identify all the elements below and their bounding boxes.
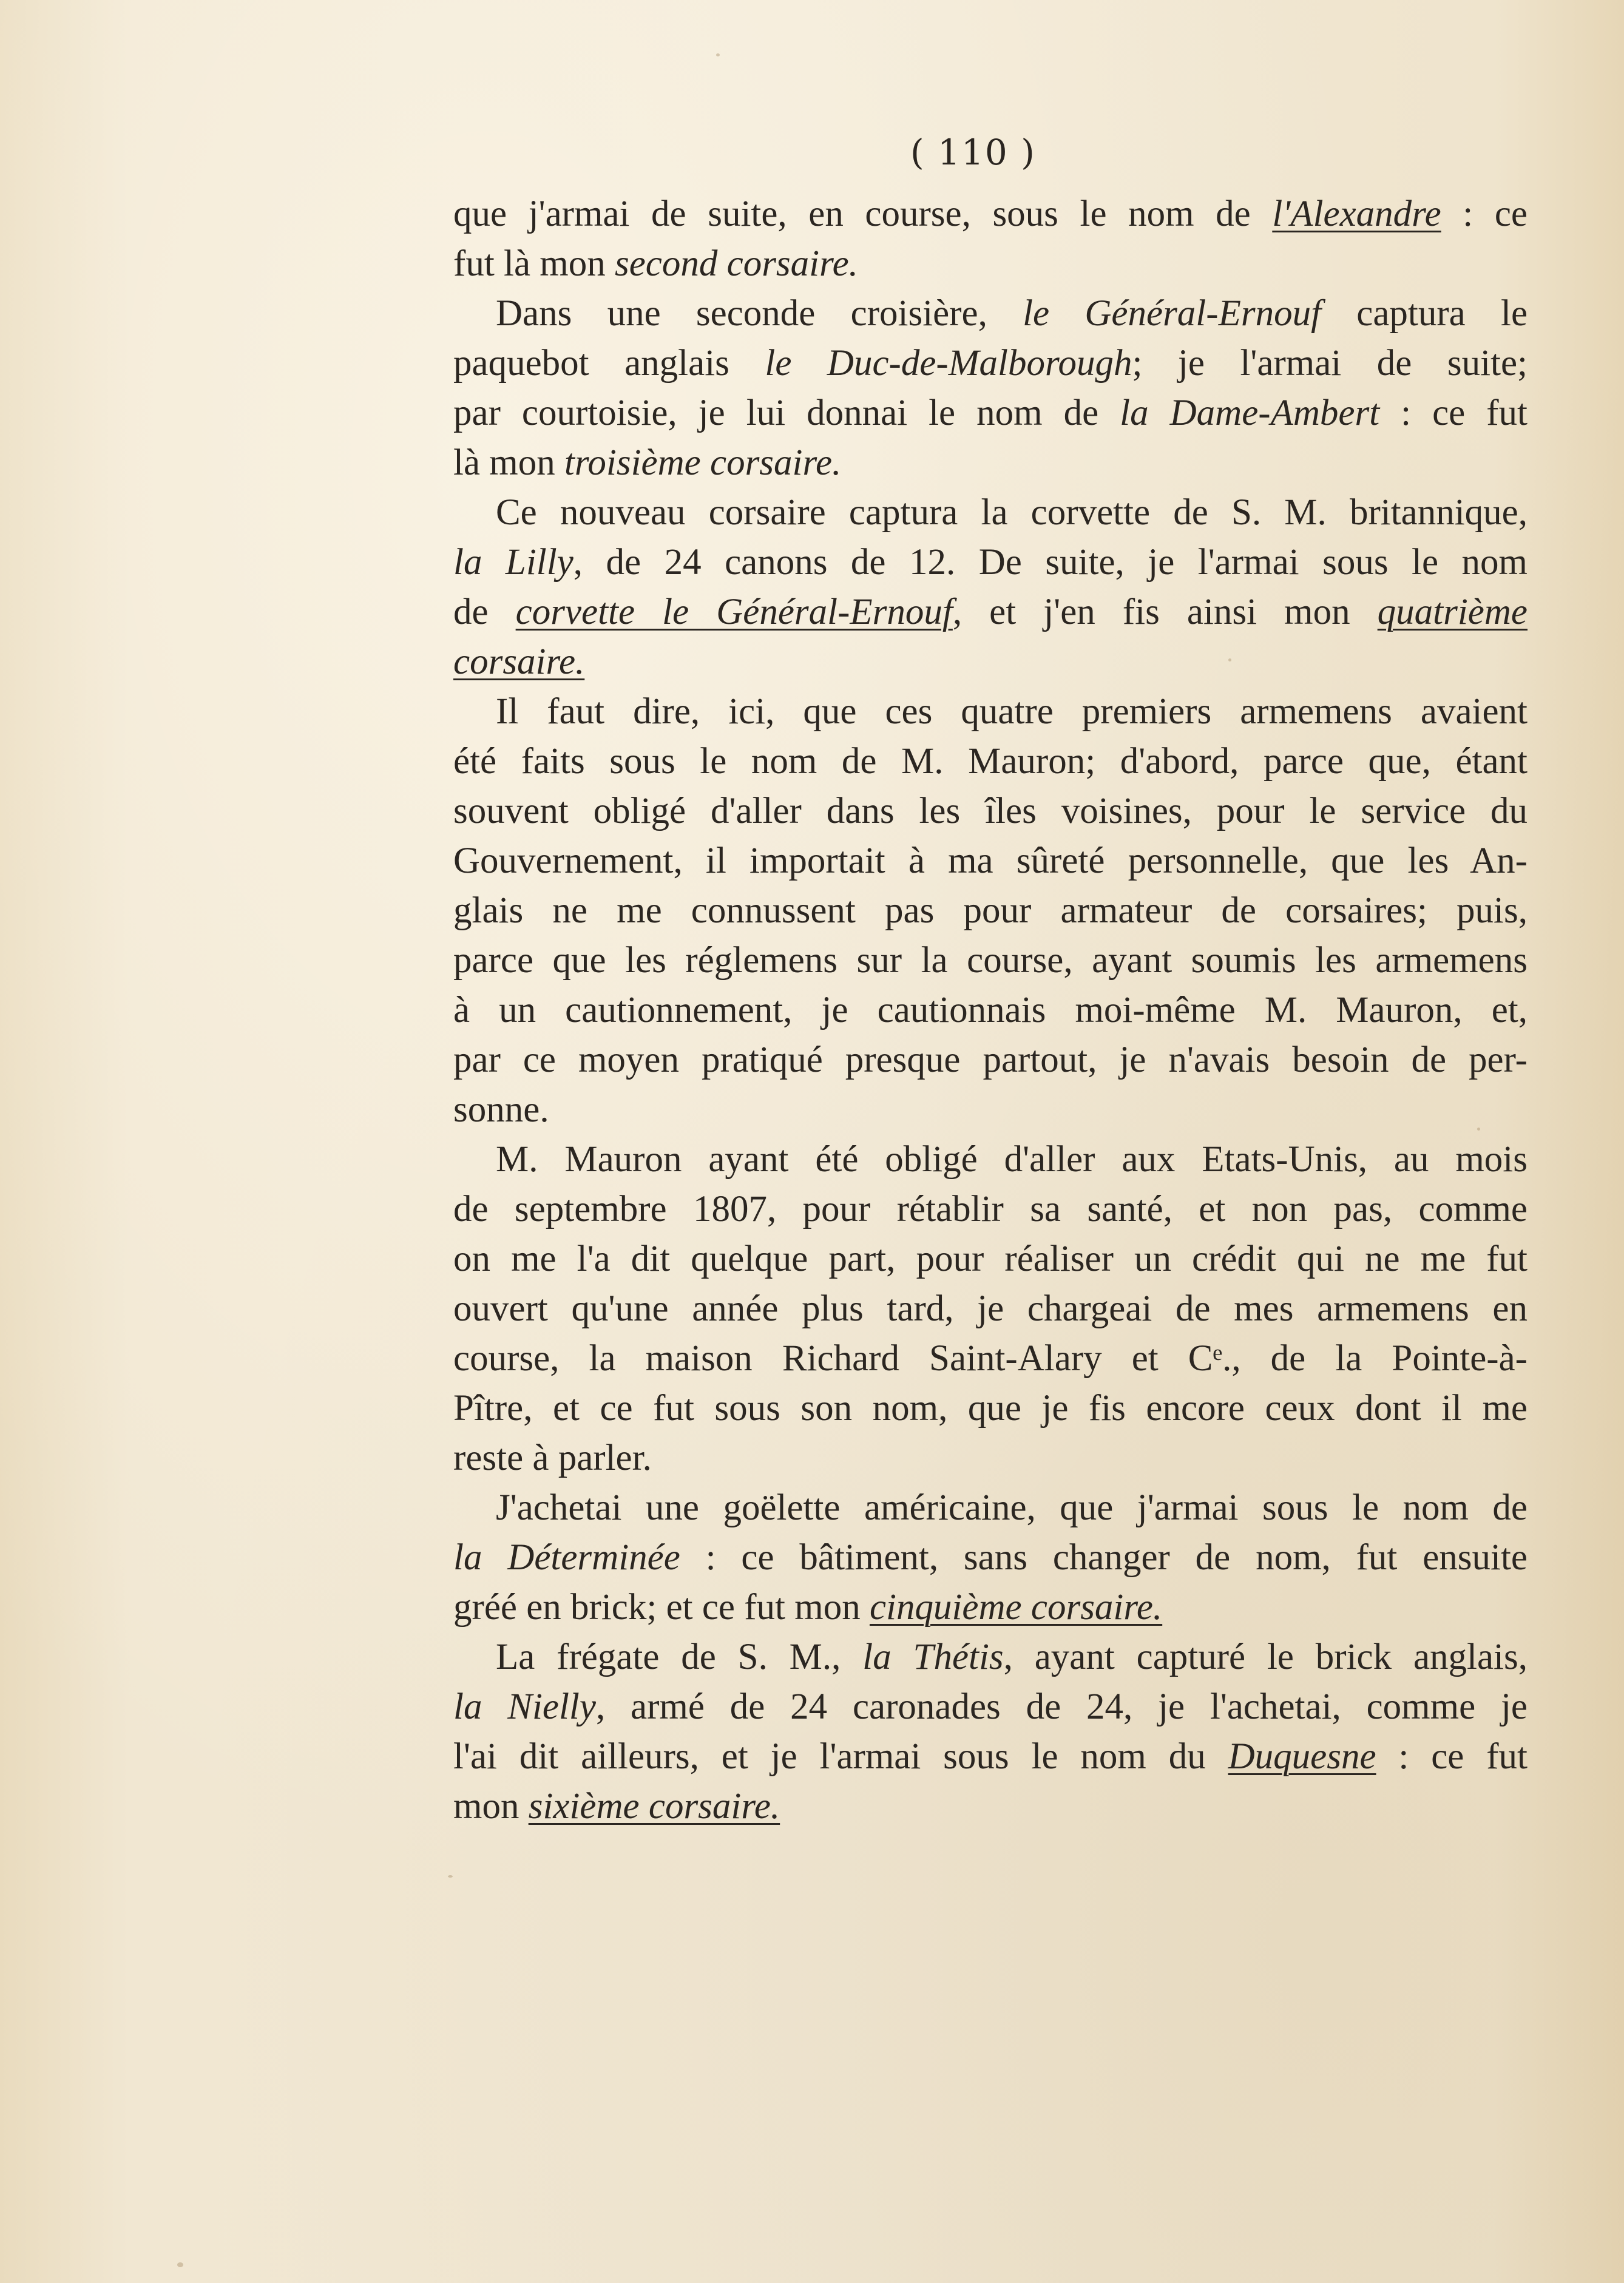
text-line: [453, 1234, 1528, 1284]
text-line: [453, 1732, 1528, 1782]
text-line: [453, 388, 1528, 438]
text-line: [453, 189, 1528, 239]
text-segment: à un cautionnement, je cautionnais moi-même M. Mauron, et,: [453, 990, 1528, 1030]
text-line: [453, 289, 1528, 339]
text-line: [453, 1384, 1528, 1433]
text-segment: Gouvernement, il importait à ma sûreté personnelle, que les An-: [453, 840, 1528, 881]
text-line: [453, 936, 1528, 986]
text-segment: sonne.: [453, 1089, 549, 1130]
text-line: [453, 1632, 1528, 1682]
text-segment: , et j'en fis ainsi mon: [952, 592, 1378, 632]
italic-text-segment: la Nielly: [453, 1686, 596, 1727]
italic-text-segment: le Duc-de-Malborough: [765, 343, 1132, 384]
text-segment: La frégate de S. M.,: [496, 1637, 863, 1677]
text-segment: , de 24 canons de 12. De suite, je l'armai sous le nom: [573, 542, 1528, 583]
text-line: [453, 786, 1528, 836]
text-segment: là mon: [453, 442, 564, 483]
text-line: [453, 1284, 1528, 1334]
italic-text-segment: la Déterminée: [453, 1537, 680, 1578]
italic-text-segment: la Lilly: [453, 542, 573, 583]
text-segment: été faits sous le nom de M. Mauron; d'abord, parce que, étant: [453, 741, 1528, 782]
text-line: [453, 1533, 1528, 1583]
text-segment: de septembre 1807, pour rétablir sa santé, et non pas, comme: [453, 1189, 1528, 1229]
text-segment: mon: [453, 1786, 529, 1827]
text-line: [453, 1483, 1528, 1533]
text-segment: , armé de 24 caronades de 24, je l'achetai, comme je: [595, 1686, 1528, 1727]
text-segment: Dans une seconde croisière,: [496, 293, 1023, 334]
text-line: [453, 587, 1528, 637]
text-line: [453, 538, 1528, 587]
italic-text-segment: la Thétis: [862, 1637, 1004, 1677]
text-segment: de: [453, 592, 516, 632]
text-segment: que j'armai de suite, en course, sous le nom de: [453, 194, 1273, 234]
text-line: [453, 836, 1528, 886]
text-line: [453, 986, 1528, 1035]
text-segment: J'achetai une goëlette américaine, que j'armai sous le nom de: [496, 1487, 1528, 1528]
text-segment: reste à parler.: [453, 1438, 652, 1478]
text-line: [453, 438, 1528, 488]
text-line: [453, 737, 1528, 786]
paper-spot: [448, 1875, 453, 1878]
text-line: [453, 1682, 1528, 1732]
page-number: ( 110 ): [910, 132, 1036, 173]
text-line: [453, 339, 1528, 388]
italic-text-segment: corvette le Général-Ernouf: [515, 592, 953, 632]
text-line: [453, 1433, 1528, 1483]
italic-text-segment: sixième corsaire.: [528, 1786, 780, 1827]
body-text: [453, 189, 1528, 1831]
text-line: [453, 1334, 1528, 1384]
text-segment: Ce nouveau corsaire captura la corvette de S. M. britannique,: [496, 492, 1528, 533]
text-segment: fut là mon: [453, 243, 615, 284]
paper-spot: [716, 53, 720, 56]
paper-spot: [177, 2262, 183, 2267]
text-line: [453, 687, 1528, 737]
text-segment: paquebot anglais: [453, 343, 765, 384]
text-line: [453, 1583, 1528, 1632]
italic-text-segment: cinquième corsaire.: [869, 1587, 1163, 1628]
italic-text-segment: la Dame-Ambert: [1120, 393, 1380, 433]
text-segment: Pître, et ce fut sous son nom, que je fis encore ceux dont il me: [453, 1388, 1528, 1429]
text-segment: glais ne me connussent pas pour armateur de corsaires; puis,: [453, 890, 1528, 931]
text-segment: : ce bâtiment, sans changer de nom, fut ensuite: [680, 1537, 1528, 1578]
text-segment: ouvert qu'une année plus tard, je chargeai de mes armemens en: [453, 1288, 1528, 1329]
text-segment: par courtoisie, je lui donnai le nom de: [453, 393, 1120, 433]
text-segment: course, la maison Richard Saint-Alary et Cᵉ., de la Pointe-à-: [453, 1338, 1528, 1379]
text-line: [453, 1035, 1528, 1085]
text-line: [453, 637, 1528, 687]
text-segment: ; je l'armai de suite;: [1132, 343, 1528, 384]
text-line: [453, 1085, 1528, 1135]
text-line: [453, 488, 1528, 538]
text-line: [453, 1782, 1528, 1831]
italic-text-segment: le Général-Ernouf: [1023, 293, 1322, 334]
text-segment: par ce moyen pratiqué presque partout, je n'avais besoin de per-: [453, 1040, 1528, 1080]
text-segment: parce que les réglemens sur la course, ayant soumis les armemens: [453, 940, 1528, 981]
text-segment: : ce fut: [1376, 1736, 1528, 1777]
text-segment: M. Mauron ayant été obligé d'aller aux Etats-Unis, au mois: [496, 1139, 1528, 1180]
italic-text-segment: corsaire.: [453, 641, 585, 682]
text-segment: captura le: [1321, 293, 1528, 334]
italic-text-segment: Duquesne: [1228, 1736, 1376, 1777]
text-line: [453, 1135, 1528, 1185]
text-segment: souvent obligé d'aller dans les îles voisines, pour le service du: [453, 791, 1528, 831]
text-line: [453, 239, 1528, 289]
text-segment: : ce fut: [1379, 393, 1528, 433]
text-segment: on me l'a dit quelque part, pour réaliser un crédit qui ne me fut: [453, 1239, 1528, 1279]
text-line: [453, 1185, 1528, 1234]
text-segment: Il faut dire, ici, que ces quatre premiers armemens avaient: [496, 691, 1528, 732]
italic-text-segment: troisième corsaire.: [564, 442, 842, 483]
text-segment: , ayant capturé le brick anglais,: [1003, 1637, 1528, 1677]
text-line: [453, 886, 1528, 936]
text-segment: l'ai dit ailleurs, et je l'armai sous le nom du: [453, 1736, 1228, 1777]
text-segment: gréé en brick; et ce fut mon: [453, 1587, 870, 1628]
italic-text-segment: l'Alexandre: [1272, 194, 1441, 234]
italic-text-segment: second corsaire.: [614, 243, 858, 284]
text-segment: : ce: [1441, 194, 1528, 234]
italic-text-segment: quatrième: [1377, 592, 1528, 632]
